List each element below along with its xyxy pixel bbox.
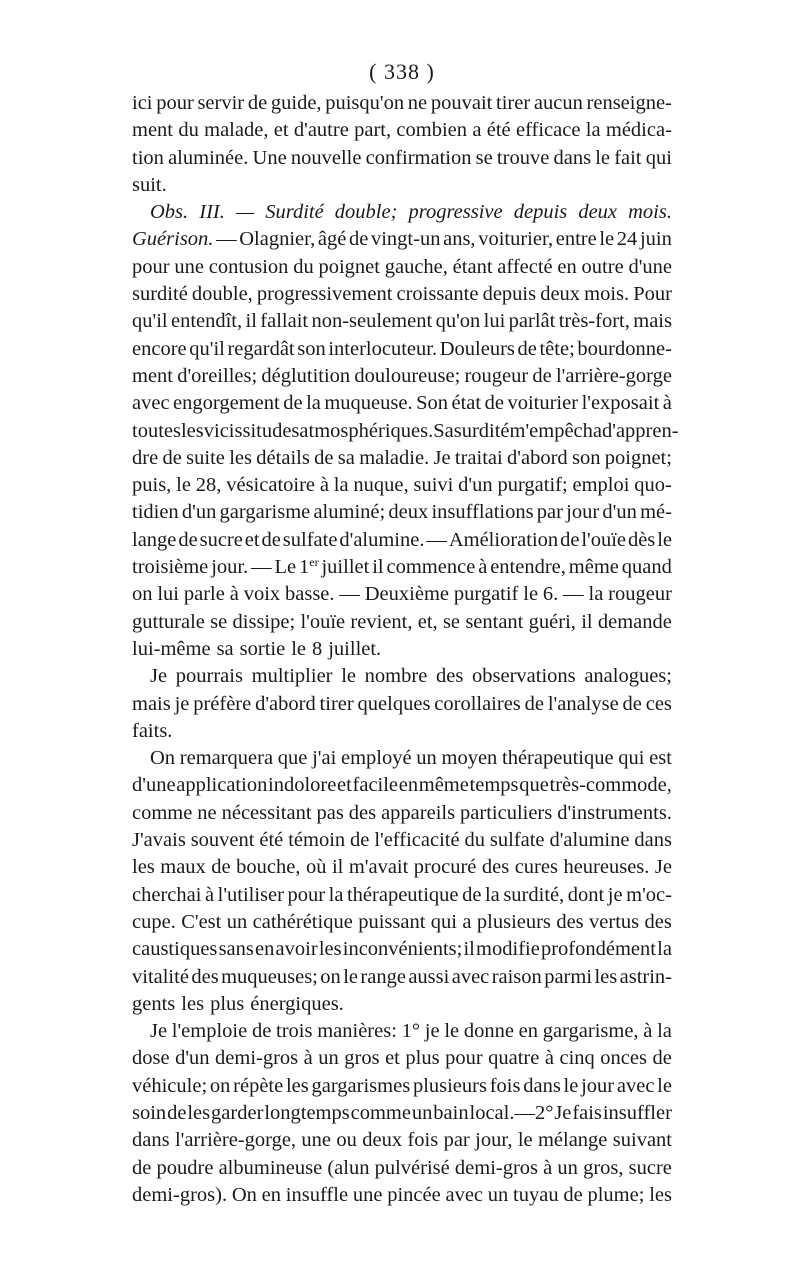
text-line: faits. <box>132 719 173 742</box>
text-line: Je pourrais multiplier le nombre des observations analogues; <box>150 665 672 688</box>
text-line: gents les plus énergiques. <box>132 992 344 1015</box>
text-line: gutturale se dissipe; l'ouïe revient, et, se sentant guéri, il demande <box>132 610 672 633</box>
body-text <box>132 90 679 1209</box>
text-line: J'avais souvent été témoin de l'efficacité du sulfate d'alumine dans <box>132 829 672 852</box>
text-line: dose d'un demi-gros à un gros et plus pour quatre à cinq onces de <box>132 1047 672 1070</box>
text-line: Obs. III. — Surdité double; progressive depuis deux mois. <box>150 201 672 224</box>
text-line: On remarquera que j'ai employé un moyen thérapeutique qui est <box>150 747 672 770</box>
text-line: les maux de bouche, où il m'avait procuré des cures heureuses. Je <box>132 856 672 879</box>
text-line: Je l'emploie de trois manières: 1° je le donne en gargarisme, à la <box>150 1020 672 1043</box>
text-line: tidien d'un gargarisme aluminé; deux insufflations par jour d'un mé- <box>132 501 672 524</box>
text-line: puis, le 28, vésicatoire à la nuque, suivi d'un purgatif; emploi quo- <box>132 474 672 497</box>
text-line: dans l'arrière-gorge, une ou deux fois par jour, le mélange suivant <box>132 1129 672 1152</box>
text-line: suit. <box>132 173 167 196</box>
text-line: toutes les vicissitudes atmosphériques. Sa surdité m'empêcha d'appren- <box>132 419 679 442</box>
text-line: qu'il entendît, il fallait non-seulement qu'on lui parlât très-fort, mais <box>132 310 672 333</box>
text-line: pour une contusion du poignet gauche, étant affecté en outre d'une <box>132 255 672 278</box>
text-line: ici pour servir de guide, puisqu'on ne pouvait tirer aucun renseigne- <box>132 92 672 114</box>
text-line: Guérison. — Olagnier, âgé de vingt-un ans, voiturier, entre le 24 juin <box>132 228 672 251</box>
text-line: dre de suite les détails de sa maladie. Je traitai d'abord son poignet; <box>132 446 672 469</box>
text-line: surdité double, progressivement croissante depuis deux mois. Pour <box>132 283 672 306</box>
text-line: caustiques sans en avoir les inconvénients; il modifie profondément la <box>132 938 672 961</box>
text-line: on lui parle à voix basse. — Deuxième purgatif le 6. — la rougeur <box>132 583 672 606</box>
text-line: ment du malade, et d'autre part, combien a été efficace la médica- <box>132 119 672 142</box>
text-line: encore qu'il regardât son interlocuteur. Douleurs de tête; bourdonne- <box>132 337 672 360</box>
text-line: lui-même sa sortie le 8 juillet. <box>132 637 382 660</box>
text-line: de poudre albumineuse (alun pulvérisé demi-gros à un gros, sucre <box>132 1156 672 1179</box>
text-line: comme ne nécessitant pas des appareils particuliers d'instruments. <box>132 801 672 824</box>
text-line: vitalité des muqueuses; on le range aussi avec raison parmi les astrin- <box>132 965 672 988</box>
text-line: cherchai à l'utiliser pour la thérapeutique de la surdité, dont je m'oc- <box>132 883 672 906</box>
text-line: lange de sucre et de sulfate d'alumine. — Amélioration de l'ouïe dès le <box>132 528 672 551</box>
book-page <box>132 58 679 1209</box>
page-number: ( 338 ) <box>369 59 435 84</box>
text-line: véhicule; on répète les gargarismes plusieurs fois dans le jour avec le <box>132 1074 672 1097</box>
text-line: mais je préfère d'abord tirer quelques corollaires de l'analyse de ces <box>132 692 672 715</box>
text-line: ment d'oreilles; déglutition douloureuse; rougeur de l'arrière-gorge <box>132 364 672 387</box>
text-line: d'une application indolore et facile en même temps que très-commode, <box>132 774 672 797</box>
text-line: demi-gros). On en insuffle une pincée avec un tuyau de plume; les <box>132 1183 672 1206</box>
text-line: tion aluminée. Une nouvelle confirmation se trouve dans le fait qui <box>132 146 672 169</box>
text-line: troisième jour. — Le 1er juillet il commence à entendre, même quand <box>132 555 672 579</box>
text-line: cupe. C'est un cathérétique puissant qui a plusieurs des vertus des <box>132 910 672 933</box>
text-line: soin de les garder longtemps comme un bain local.—2° Je fais insuffler <box>132 1101 672 1124</box>
text-line: avec engorgement de la muqueuse. Son état de voiturier l'exposait à <box>132 392 672 415</box>
